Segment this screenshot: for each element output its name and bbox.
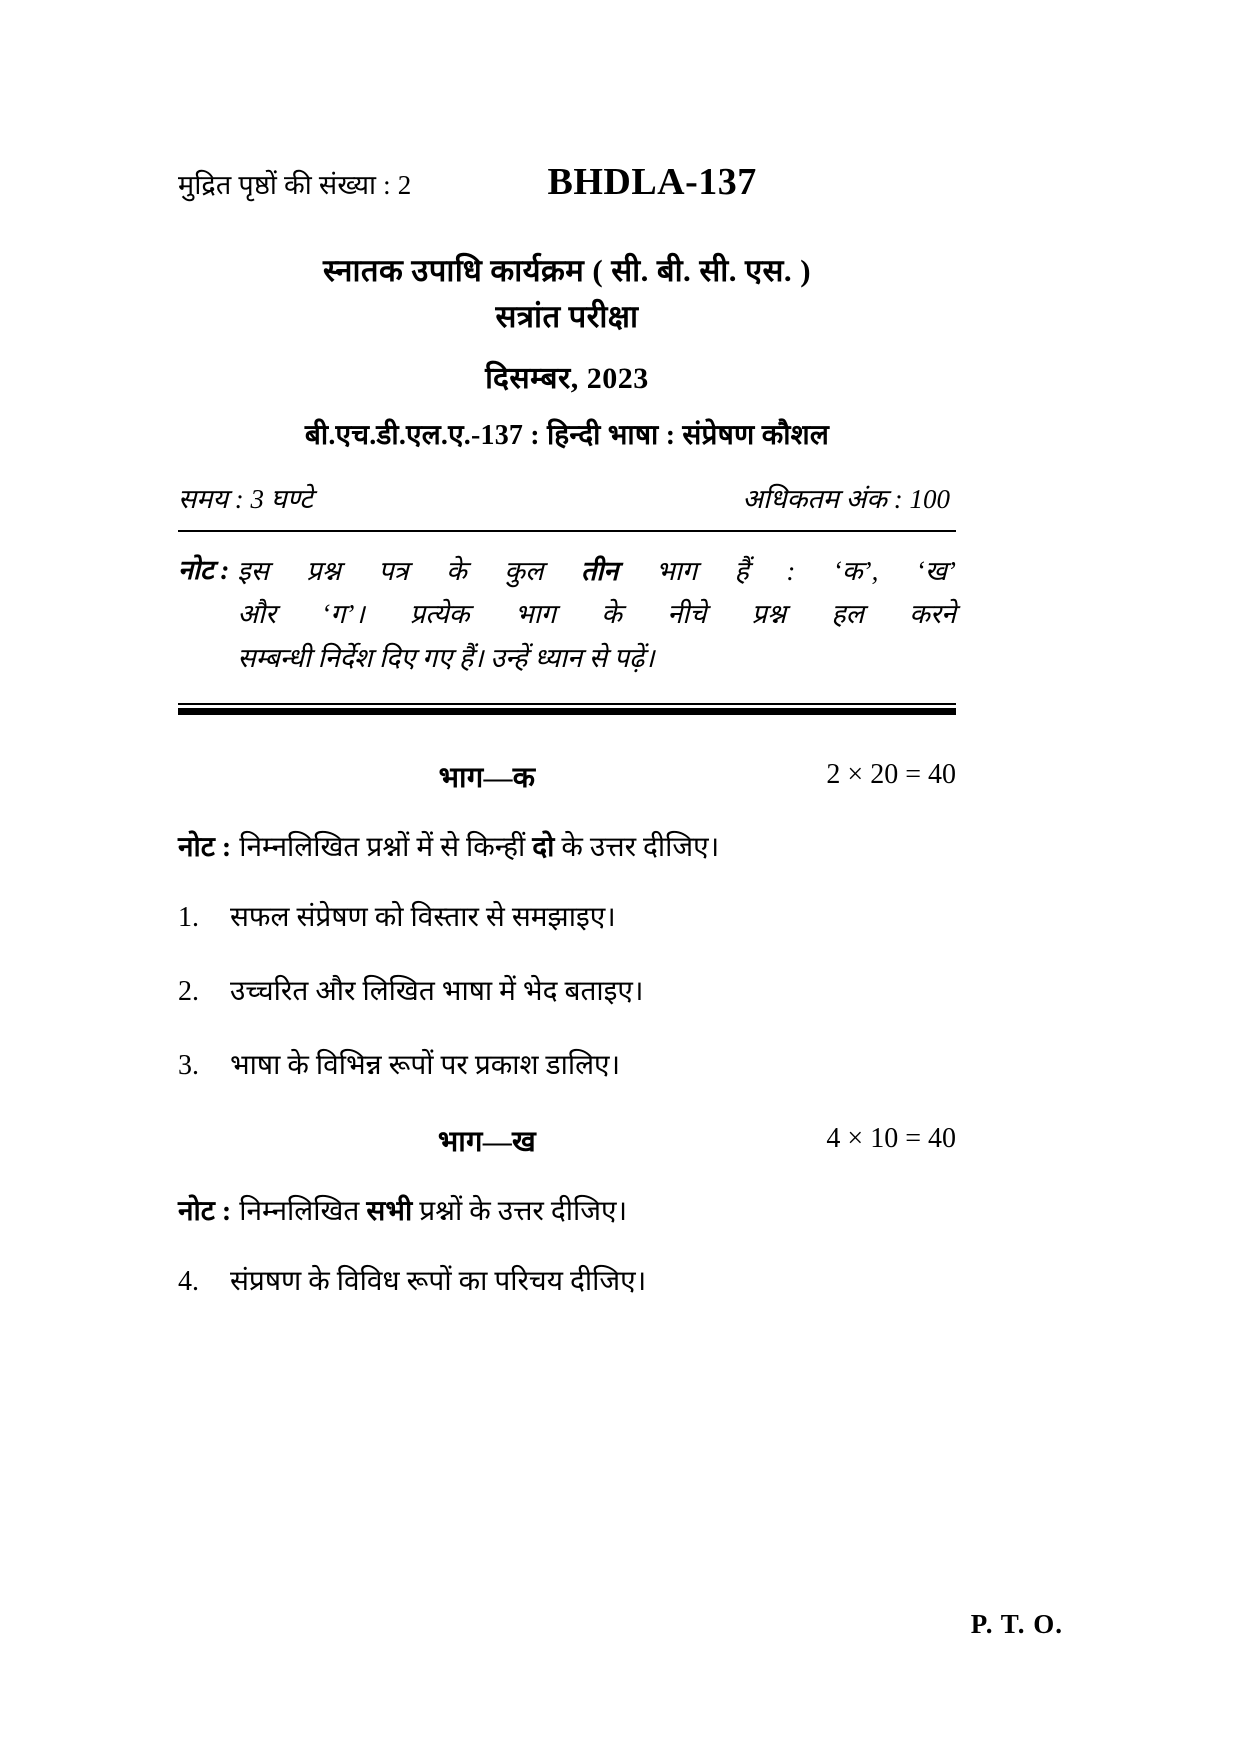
question-text: उच्चरित और लिखित भाषा में भेद बताइए। — [230, 975, 644, 1007]
section-b-note-emphasis: सभी — [366, 1195, 413, 1227]
divider-rule-thin — [178, 703, 956, 705]
question-item — [178, 897, 956, 939]
exam-name: सत्रांत परीक्षा — [495, 298, 639, 334]
divider-rule-top — [178, 530, 956, 532]
exam-max-marks: अधिकतम अंक : 100 — [742, 483, 950, 514]
section-b-note-suffix: प्रश्नों के उत्तर दीजिए। — [412, 1195, 628, 1227]
section-header-b — [178, 1121, 956, 1161]
question-number: 3. — [178, 1049, 199, 1081]
general-note-line-1 — [237, 550, 956, 594]
section-b-title: भाग—ख — [437, 1125, 537, 1158]
question-number: 4. — [178, 1265, 199, 1297]
section-header-a — [178, 757, 956, 797]
question-number: 2. — [178, 975, 199, 1007]
general-note-label: नोट : — [178, 554, 230, 585]
section-a-note-text — [239, 827, 719, 865]
section-a-note-prefix: निम्नलिखित प्रश्नों में से किन्हीं — [239, 831, 533, 863]
question-text: भाषा के विभिन्न रूपों पर प्रकाश डालिए। — [230, 1049, 621, 1081]
section-b-note-label: नोट : — [178, 1195, 232, 1227]
general-note-body — [237, 550, 956, 681]
page-turn-over-label: P. T. O. — [970, 1609, 1063, 1639]
section-a-title: भाग—क — [438, 761, 536, 794]
question-number: 1. — [178, 901, 199, 933]
section-a-note-emphasis: दो — [532, 831, 555, 863]
programme-name: स्नातक उपाधि कार्यक्रम ( सी. बी. सी. एस. ) — [323, 253, 811, 288]
section-b-note — [178, 1191, 956, 1229]
exam-duration: समय : 3 घण्टे — [178, 483, 313, 514]
exam-session: दिसम्बर, 2023 — [485, 361, 649, 395]
page-footer — [178, 1600, 1063, 1640]
section-b-note-text — [239, 1191, 627, 1229]
page-content — [178, 160, 956, 1303]
question-text: सफल संप्रेषण को विस्तार से समझाइए। — [230, 901, 616, 933]
divider-rule-double — [178, 703, 956, 715]
page-header — [178, 160, 956, 204]
section-b-note-prefix: निम्नलिखित — [239, 1195, 367, 1227]
general-note-line-1-part-b: भाग हैं : ‘क’, ‘ख’ — [618, 555, 957, 586]
question-item — [178, 1045, 956, 1087]
section-a-marks: 2 × 20 = 40 — [826, 758, 956, 790]
question-item — [178, 1261, 956, 1303]
section-a-note — [178, 827, 956, 865]
general-note-line-2: और ‘ग’। प्रत्येक भाग के नीचे प्रश्न हल करने — [237, 599, 956, 630]
section-a-note-label: नोट : — [178, 831, 232, 863]
exam-title-block — [178, 250, 956, 453]
section-a-note-suffix: के उत्तर दीजिए। — [554, 831, 720, 863]
question-text: संप्रषण के विविध रूपों का परिचय दीजिए। — [230, 1265, 647, 1297]
question-item — [178, 971, 956, 1013]
divider-rule-thick — [178, 708, 956, 715]
exam-meta-row — [178, 479, 956, 516]
section-b-marks: 4 × 10 = 40 — [826, 1122, 956, 1154]
general-note-line-1-part-a: इस प्रश्न पत्र के कुल — [237, 555, 581, 586]
general-note-line-3: सम्बन्धी निर्देश दिए गए हैं। उन्हें ध्यान से पढ़ें। — [237, 643, 655, 674]
general-note-line-1-emphasis: तीन — [580, 555, 619, 586]
paper-code: BHDLA-137 — [547, 161, 757, 203]
general-note — [178, 550, 956, 681]
printed-pages-count: मुद्रित पृष्ठों की संख्या : 2 — [178, 170, 412, 200]
course-title: बी.एच.डी.एल.ए.-137 : हिन्दी भाषा : संप्रेषण कौशल — [304, 419, 830, 451]
